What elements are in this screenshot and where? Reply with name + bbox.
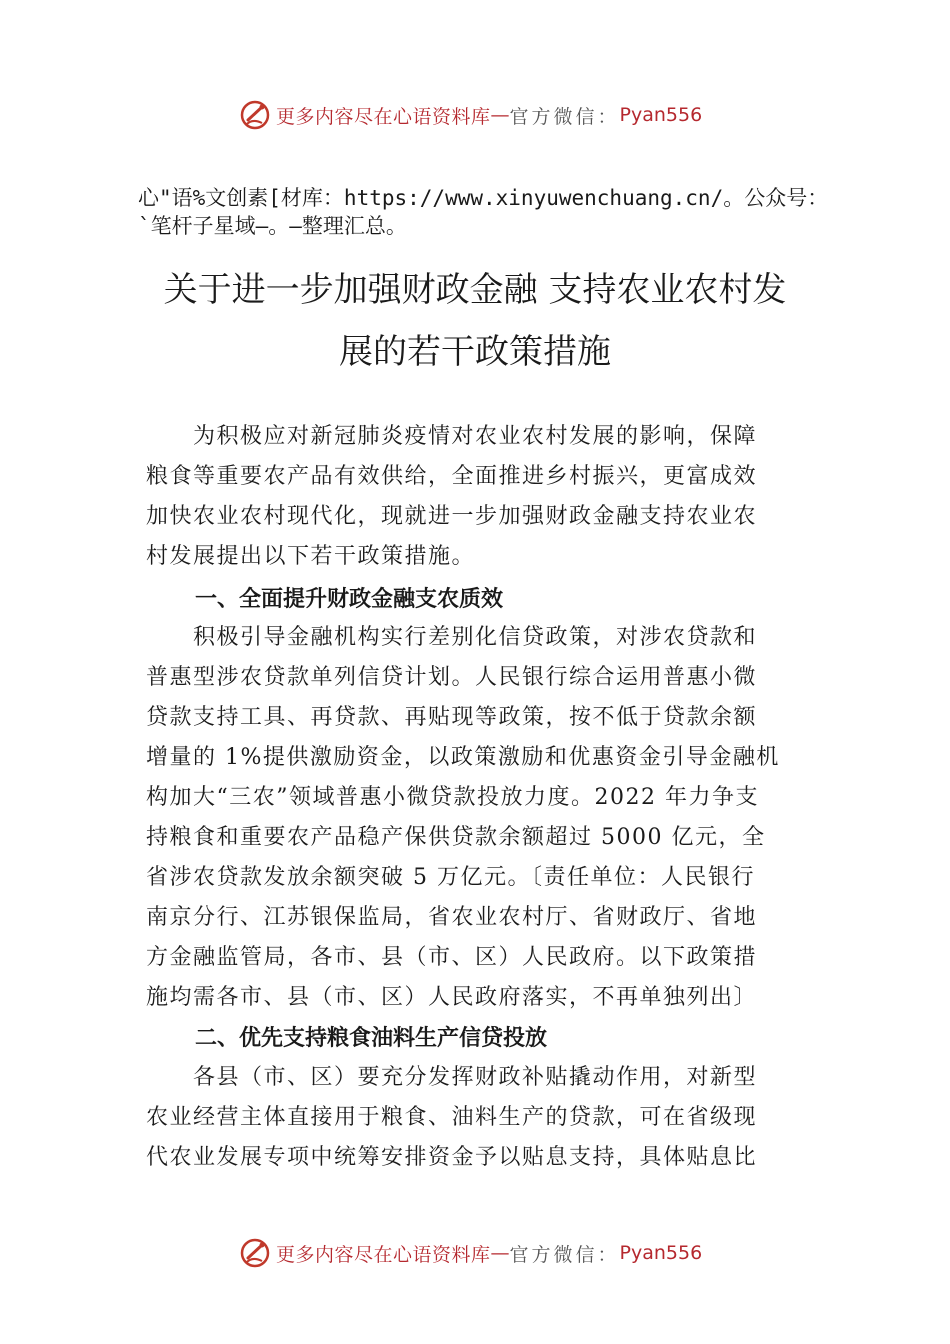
banner-official-label: 官方微信： [509,1243,620,1266]
text-line: 各县（市、区）要充分发挥财政补贴撬动作用，对新型 [146,1065,758,1090]
text-line: 贷款支持工具、再贷款、再贴现等政策，按不低于贷款余额 [146,705,758,730]
text-line: 为积极应对新冠肺炎疫情对农业农村发展的影响，保障 [146,424,758,449]
banner-official-label: 官方微信： [509,105,620,128]
text-line: 普惠型涉农贷款单列信贷计划。人民银行综合运用普惠小微 [146,665,758,690]
text-line: 村发展提出以下若干政策措施。 [146,544,476,569]
banner-dash: — [490,1242,510,1264]
section-2-paragraph [146,1058,806,1178]
text-line: 构加大“三农”领域普惠小微贷款投放力度。2022 年力争支 [146,785,759,810]
text-line: 代农业发展专项中统筹安排资金予以贴息支持，具体贴息比 [146,1145,758,1170]
logo-icon [238,1236,272,1270]
intro-paragraph [146,417,806,577]
banner-text: 更多内容尽在心语资料库 [276,1243,491,1266]
section-heading-2: 二、优先支持粮食油料生产信贷投放 [195,1026,548,1051]
text-line: 施均需各市、县（市、区）人民政府落实，不再单独列出〕 [146,985,758,1010]
footer-banner [0,1233,950,1273]
banner-wechat-handle: Pyan556 [619,1242,703,1264]
section-1-paragraph [146,618,806,1018]
banner-text: 更多内容尽在心语资料库 [276,105,491,128]
text-line: 南京分行、江苏银保监局，省农业农村厅、省财政厅、省地 [146,905,758,930]
header-banner [0,95,950,135]
document-title-line-2: 展的若干政策措施 [339,332,611,372]
banner-dash: — [490,104,510,126]
text-line: 增量的 1%提供激励资金，以政策激励和优惠资金引导金融机 [146,745,780,770]
logo-icon [238,98,272,132]
text-line: 方金融监管局，各市、县（市、区）人民政府。以下政策措 [146,945,758,970]
text-line: 省涉农贷款发放余额突破 5 万亿元。〔责任单位：人民银行 [146,865,755,890]
text-line: 粮食等重要农产品有效供给，全面推进乡村振兴，更富成效 [146,464,758,489]
section-heading-1: 一、全面提升财政金融支农质效 [195,587,504,612]
document-title-line-1: 关于进一步加强财政金融 支持农业农村发 [163,270,787,310]
banner-wechat-handle: Pyan556 [619,104,703,126]
text-line: 持粮食和重要农产品稳产保供贷款余额超过 5000 亿元，全 [146,825,766,850]
text-line: 积极引导金融机构实行差别化信贷政策，对涉农贷款和 [146,625,758,650]
source-note: 心"语%文创素[材库：https://www.xinyuwenchuang.cn/。公众号：`笔杆子星域—。—整理汇总。 [138,186,829,238]
text-line: 加快农业农村现代化，现就进一步加强财政金融支持农业农 [146,504,758,529]
text-line: 农业经营主体直接用于粮食、油料生产的贷款，可在省级现 [146,1105,758,1130]
